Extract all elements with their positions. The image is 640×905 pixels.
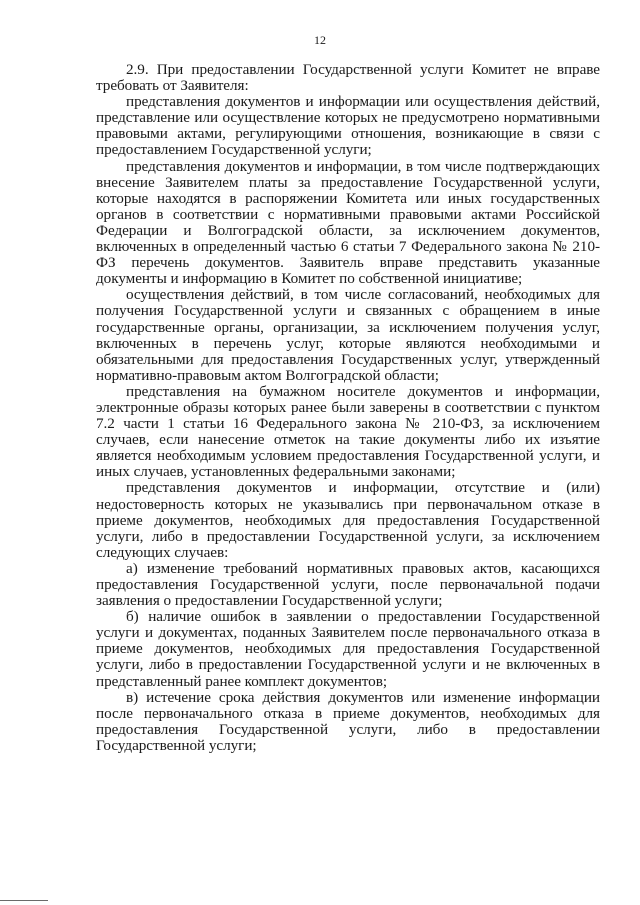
paragraph-requirement-5: представления документов и информации, отсутствие и (или) недостоверность которых не указывались при первоначальном отказе в приеме документов, необходимых для предоставления Государственной услуги, либо в предоставлении Государственной услуги, за исключением следующих случаев:: [96, 479, 600, 561]
document-body: [96, 62, 600, 754]
paragraph-case-v: в) истечение срока действия документов или изменение информации после первоначального отказа в приеме документов, необходимых для предоставления Государственной услуги, либо в предоставлении Государственной услуги;: [96, 688, 600, 754]
paragraph-requirement-2: представления документов и информации, в том числе подтверждающих внесение Заявителем платы за предоставление Государственной услуги, которые находятся в распоряжении Комитета или иных государственных органов в соответствии с нормативными правовыми актами Российской Федерации и Волгоградской области, за исключением документов, включенных в определенный частью 6 статьи 7 Федерального закона № 210-ФЗ перечень документов. Заявитель вправе представить указанные документы и информацию в Комитет по собственной инициативе;: [96, 157, 600, 288]
paragraph-2-9-intro: 2.9. При предоставлении Государственной услуги Комитет не вправе требовать от Заявителя:: [96, 61, 600, 95]
paragraph-case-a: а) изменение требований нормативных правовых актов, касающихся предоставления Государственной услуги, после первоначальной подачи заявления о предоставлении Государственной услуги;: [96, 559, 600, 610]
paragraph-requirement-3: осуществления действий, в том числе согласований, необходимых для получения Государственной услуги и связанных с обращением в иные государственные органы, организации, за исключением получения услуг, включенных в перечень услуг, которые являются необходимыми и обязательными для предоставления Государственных услуг, утвержденный нормативно-правовым актом Волгоградской области;: [96, 286, 600, 384]
paragraph-requirement-4: представления на бумажном носителе документов и информации, электронные образы которых ранее были заверены в соответствии с пунктом 7.2 части 1 статьи 16 Федерального закона № 210-ФЗ, за исключением случаев, если нанесение отметок на такие документы либо их изъятие является необходимым условием предоставления Государственной услуги, и иных случаев, установленных федеральными законами;: [96, 382, 600, 481]
paragraph-case-b: б) наличие ошибок в заявлении о предоставлении Государственной услуги и документах, поданных Заявителем после первоначального отказа в приеме документов, необходимых для предоставления Государственной услуги, либо в предоставлении Государственной услуги и не включенных в представленный ранее комплект документов;: [96, 608, 600, 690]
scan-edge-mark: [0, 900, 48, 901]
page-number: 12: [314, 33, 326, 47]
paragraph-requirement-1: представления документов и информации или осуществления действий, представление или осуществление которых не предусмотрено нормативными правовыми актами, регулирующими отношения, возникающие в связи с предоставлением Государственной услуги;: [96, 93, 600, 159]
